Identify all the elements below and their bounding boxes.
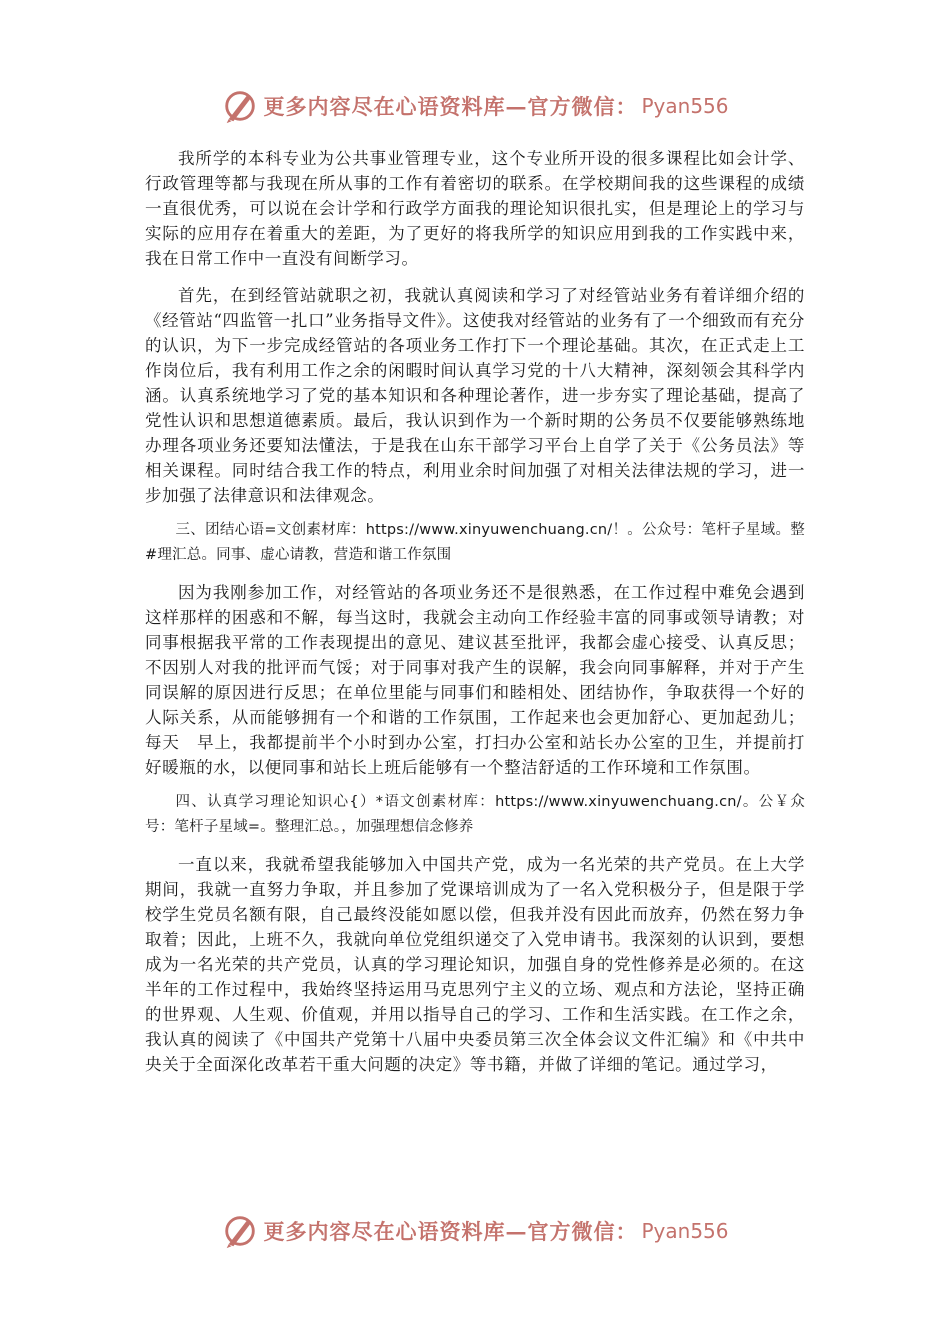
document-body — [145, 146, 805, 1077]
pen-logo-icon — [221, 1212, 259, 1250]
banner-wechat-id: Pyan556 — [641, 1219, 729, 1243]
section-heading-4: 四、认真学习理论知识心{）*语文创素材库：https://www.xinyuwenchuang.cn/。公￥众号：笔杆子星域=。整理汇总。，加强理想信念修养 — [145, 794, 805, 835]
banner-wechat-id: Pyan556 — [641, 94, 729, 118]
header-watermark-banner — [0, 84, 950, 128]
paragraph-colleagues: 因为我刚参加工作，对经管站的各项业务还不是很熟悉，在工作过程中难免会遇到这样那样的困惑和不解，每当这时，我就会主动向工作经验丰富的同事或领导请教；对同事根据我平常的工作表现提出的意见、建议甚至批评，我都会虚心接受、认真反思；不因别人对我的批评而气馁；对于同事对我产生的误解，我会向同事解释，并对于产生同误解的原因进行反思；在单位里能与同事们和睦相处、团结协作，争取获得一个好的人际关系，从而能够拥有一个和谐的工作氛围，工作起来也会更加舒心、更加起劲儿；每天 早上，我都提前半个小时到办公室，打扫办公室和站长办公室的卫生，并提前打好暖瓶的水，以便同事和站长上班后能够有一个整洁舒适的工作环境和工作氛围。 — [145, 583, 805, 777]
pen-logo-icon — [221, 87, 259, 125]
paragraph-party-theory: 一直以来，我就希望我能够加入中国共产党，成为一名光荣的共产党员。在上大学期间，我就一直努力争取，并且参加了党课培训成为了一名入党积极分子，但是限于学校学生党员名额有限，自己最终没能如愿以偿，但我并没有因此而放弃，仍然在努力争取着；因此，上班不久，我就向单位党组织递交了入党申请书。我深刻的认识到，要想成为一名光荣的共产党员，认真的学习理论知识，加强自身的党性修养是必须的。在这半年的工作过程中，我始终坚持运用马克思列宁主义的立场、观点和方法论，坚持正确的世界观、人生观、价值观，并用以指导自己的学习、工作和生活实践。在工作之余，我认真的阅读了《中国共产党第十八届中央委员第三次全体会议文件汇编》和《中共中央关于全面深化改革若干重大问题的决定》等书籍，并做了详细的笔记。通过学习， — [145, 855, 805, 1074]
section-heading-3: 三、团结心语=文创素材库：https://www.xinyuwenchuang.cn/！。公众号：笔杆子星域。整#理汇总。同事、虚心请教，营造和谐工作氛围 — [145, 522, 805, 563]
banner-text: 更多内容尽在心语资料库—官方微信： — [263, 94, 638, 119]
footer-watermark-banner — [0, 1209, 950, 1253]
paragraph-learning-steps: 首先，在到经管站就职之初，我就认真阅读和学习了对经管站业务有着详细介绍的《经管站“四监管一扎口”业务指导文件》。这使我对经管站的业务有了一个细致而有充分的认识，为下一步完成经管站的各项业务工作打下一个理论基础。其次，在正式走上工作岗位后，我有利用工作之余的闲暇时间认真学习党的十八大精神，深刻领会其科学内涵。认真系统地学习了党的基本知识和各种理论著作，进一步夯实了理论基础，提高了党性认识和思想道德素质。最后，我认识到作为一个新时期的公务员不仅要能够熟练地办理各项业务还要知法懂法，于是我在山东干部学习平台上自学了关于《公务员法》等相关课程。同时结合我工作的特点，利用业余时间加强了对相关法律法规的学习，进一步加强了法律意识和法律观念。 — [145, 286, 805, 505]
paragraph-major-study: 我所学的本科专业为公共事业管理专业，这个专业所开设的很多课程比如会计学、行政管理等都与我现在所从事的工作有着密切的联系。在学校期间我的这些课程的成绩一直很优秀，可以说在会计学和行政学方面我的理论知识很扎实，但是理论上的学习与实际的应用存在着重大的差距，为了更好的将我所学的知识应用到我的工作实践中来，我在日常工作中一直没有间断学习。 — [145, 149, 805, 268]
banner-text: 更多内容尽在心语资料库—官方微信： — [263, 1219, 638, 1244]
